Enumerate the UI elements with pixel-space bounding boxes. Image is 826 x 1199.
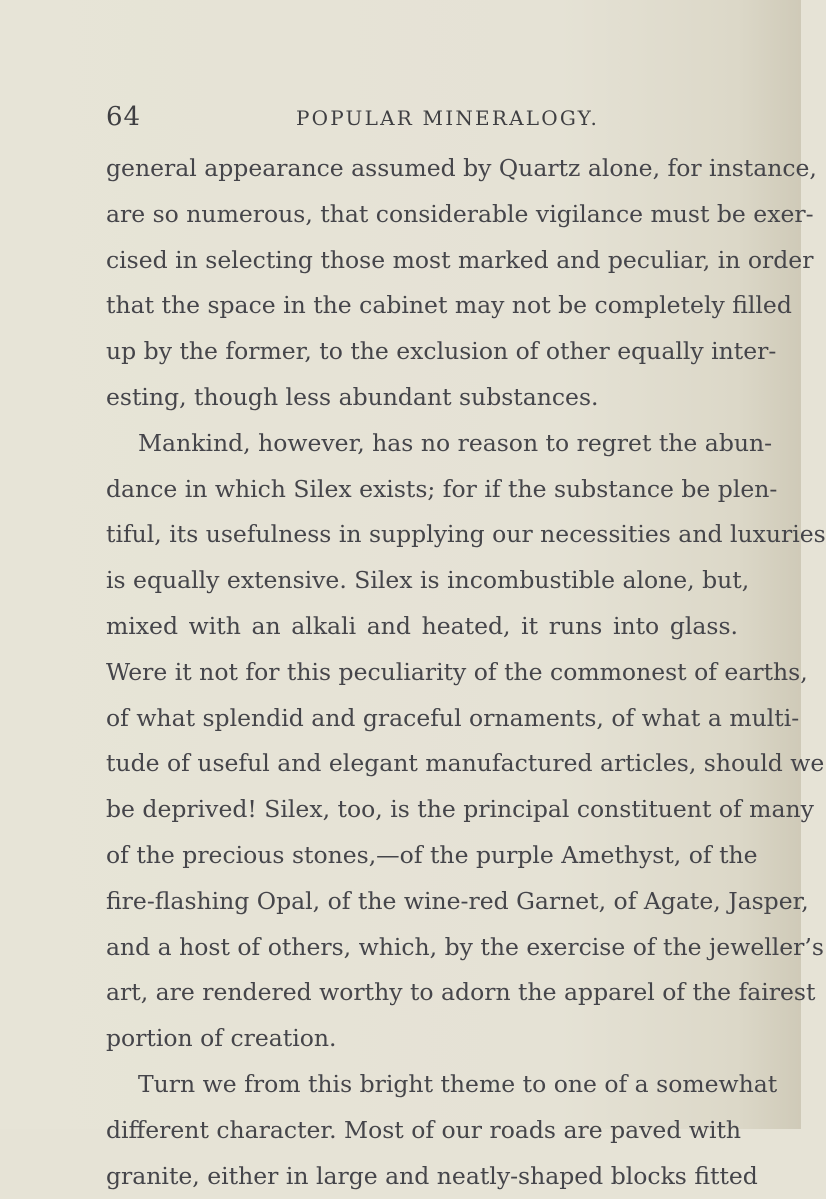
page-header: [106, 102, 706, 138]
text-line: Turn we from this bright theme to one of a somewhat: [138, 1069, 778, 1098]
text-line: up by the former, to the exclusion of other equally inter-: [106, 337, 777, 366]
text-line: general appearance assumed by Quartz alone, for instance,: [106, 154, 817, 182]
running-head: POPULAR MINERALOGY.: [296, 106, 600, 130]
text-line: of the precious stones,—of the purple Amethyst, of the: [106, 840, 758, 869]
text-line: tiful, its usefulness in supplying our necessities and luxuries: [106, 520, 826, 549]
text-line: are so numerous, that considerable vigilance must be exer-: [106, 199, 814, 228]
text-line: art, are rendered worthy to adorn the apparel of the fairest: [106, 978, 816, 1007]
text-line: is equally extensive. Silex is incombustible alone, but,: [106, 566, 750, 595]
text-line: Were it not for this peculiarity of the commonest of earths,: [106, 657, 808, 686]
text-line: mixed with an alkali and heated, it runs into glass.: [106, 611, 738, 640]
text-line: different character. Most of our roads are paved with: [106, 1115, 742, 1144]
text-line: of what splendid and graceful ornaments, of what a multi-: [106, 703, 800, 732]
text-line: be deprived! Silex, too, is the principal constituent of many: [106, 795, 814, 824]
text-line: cised in selecting those most marked and peculiar, in order: [106, 245, 814, 274]
text-line: that the space in the cabinet may not be completely filled: [106, 291, 792, 320]
text-line: tude of useful and elegant manufactured articles, should we: [106, 749, 825, 778]
body-text: [106, 146, 826, 1199]
text-line: granite, either in large and neatly-shaped blocks fitted: [106, 1161, 758, 1190]
text-line: dance in which Silex exists; for if the substance be plen-: [106, 474, 778, 503]
text-line: portion of creation.: [106, 1024, 337, 1053]
text-line: and a host of others, which, by the exercise of the jeweller’s: [106, 932, 824, 961]
text-line: esting, though less abundant substances.: [106, 382, 599, 411]
page-number: 64: [106, 102, 142, 132]
text-line: Mankind, however, has no reason to regret the abun-: [138, 428, 773, 457]
text-line: fire-flashing Opal, of the wine-red Garnet, of Agate, Jasper,: [106, 886, 809, 915]
